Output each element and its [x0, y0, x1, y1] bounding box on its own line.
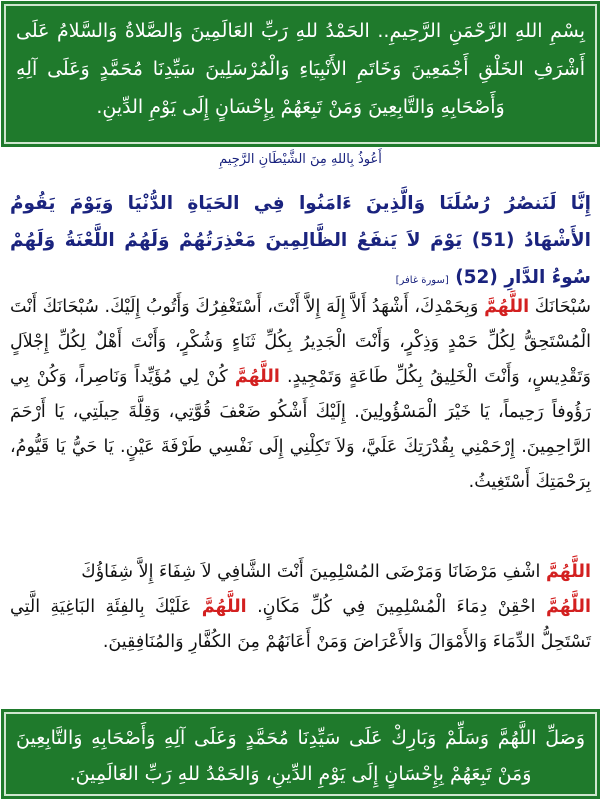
closing-banner [4, 712, 597, 796]
verse-text-51: إِنَّا لَنَنصُرُ رُسُلَنَا وَالَّذِينَ ءَامَنُوا فِي الحَيَاةِ الدُّنْيَا وَيَوْمَ يَقُومُ الأَشْهَادُ [10, 193, 591, 251]
supplication-paragraph-2 [10, 555, 591, 660]
ayah-number-52: (52) [455, 267, 498, 288]
ayah-number-51: (51) [471, 230, 515, 251]
dua1-part-c: كُنْ لِي مُؤَيِّداً وَنَاصِراً، وَكُنْ بِي رَؤُوفاً رَحِيماً، يَا خَيْرَ الْمَسْؤُولِينَ. إِلَيْكَ أَشْكُو ضَعْفَ قُوَّتِي، وَقِلَّةَ حِيلَتِي، يَا أَرْحَمَ الرَّاحِمِينَ. إِرْحَمْنِي بِقُدْرَتِكَ عَلَيَّ، وَلاَ تَكِلْنِي إِلَى نَفْسِي طَرْفَةَ عَيْنٍ. يَا حَيُّ يَا قَيُّومُ، بِرَحْمَتِكَ أَسْتَغِيثُ. [10, 367, 591, 492]
dua2-part-c: عَلَيْكَ بِالفِئَةِ البَاغِيَةِ الَّتِي تَسْتَحِلُّ الدِّمَاءَ وَالأَمْوَالَ وَالأَعْرَاضَ وَمَنْ أَعَانَهُمْ مِنَ الكُفَّارِ وَالمُنَافِقِينَ. [10, 597, 591, 652]
opening-banner [4, 4, 597, 144]
dua1-part-a: سُبْحَانَكَ [534, 297, 591, 317]
allahumma-word: اللَّهُمَّ [484, 297, 530, 317]
verse-text-52: يَوْمَ لاَ يَنفَعُ الظَّالِمِينَ مَعْذِرَتُهُمْ وَلَهُمُ اللَّعْنَةُ وَلَهُمْ سُوءُ الدَّارِ [10, 230, 591, 288]
closing-text: وَصَلِّ اللَّهُمَّ وَسَلِّمْ وَبَارِكْ عَلَى سَيِّدِنَا مُحَمَّدٍ وَعَلَى آلِهِ وَأَصْحَابِهِ وَالتَّابِعِينَ وَمَنْ تَبِعَهُمْ بِإِحْسَانٍ إِلَى يَوْمِ الدِّينِ، وَالحَمْدُ للهِ رَبِّ العَالَمِينَ. [16, 727, 585, 785]
dua2-part-a: اشْفِ مَرْضَانَا وَمَرْضَى المُسْلِمِينَ أَنْتَ الشَّافِي لاَ شِفَاءَ إِلاَّ شِفَاؤُكَ [81, 562, 541, 582]
dua1-part-b: وَبِحَمْدِكَ، أَشْهَدُ أَلاَّ إِلَهَ إِلاَّ أَنْتَ، أَسْتَغْفِرُكَ وَأَتُوبُ إِلَيْكَ. سُبْحَانَكَ أَنْتَ الْمُسْتَحِقُّ لِكُلِّ حَمْدٍ وَذِكْرٍ، وَأَنْتَ الْجَدِيرُ بِكُلِّ ثَنَاءٍ وَشُكْرٍ، وَأَنْتَ أَهْلٌ لِكُلِّ إِجْلاَلٍ وَتَقْدِيسٍ، وَأَنْتَ الْخَلِيقُ بِكُلِّ طَاعَةٍ وَتَمْجِيدٍ. [10, 297, 591, 387]
supplication-paragraph-1 [10, 290, 591, 500]
allahumma-word: اللَّهُمَّ [201, 597, 247, 617]
isti-adha-line: أَعُوذُ بِاللهِ مِنَ الشَّيْطَانِ الرَّجِيمِ [219, 152, 382, 167]
opening-text: بِسْمِ اللهِ الرَّحْمَنِ الرَّحِيمِ.. الحَمْدُ للهِ رَبِّ العَالَمِينَ وَالصَّلاةُ وَالسَّلامُ عَلَى أَشْرَفِ الخَلْقِ أَجْمَعِينَ وَخَاتَمِ الأَنْبِيَاءِ وَالْمُرْسَلِينَ سَيِّدِنَا مُحَمَّدٍ وَعَلَى آلِهِ وَأَصْحَابِهِ وَالتَّابِعِينَ وَمَنْ تَبِعَهُمْ بِإِحْسَانٍ إِلَى يَوْمِ الدِّينِ. [16, 20, 585, 118]
allahumma-word: اللَّهُمَّ [234, 367, 280, 387]
surah-reference: [سورة غافر] [395, 275, 449, 286]
dua2-part-b: احْقِنْ دِمَاءَ الْمُسْلِمِينَ فِي كُلِّ مَكَانٍ. [257, 597, 536, 617]
quran-verse-block [10, 185, 591, 299]
allahumma-word: اللَّهُمَّ [545, 597, 591, 617]
allahumma-word: اللَّهُمَّ [546, 562, 591, 582]
